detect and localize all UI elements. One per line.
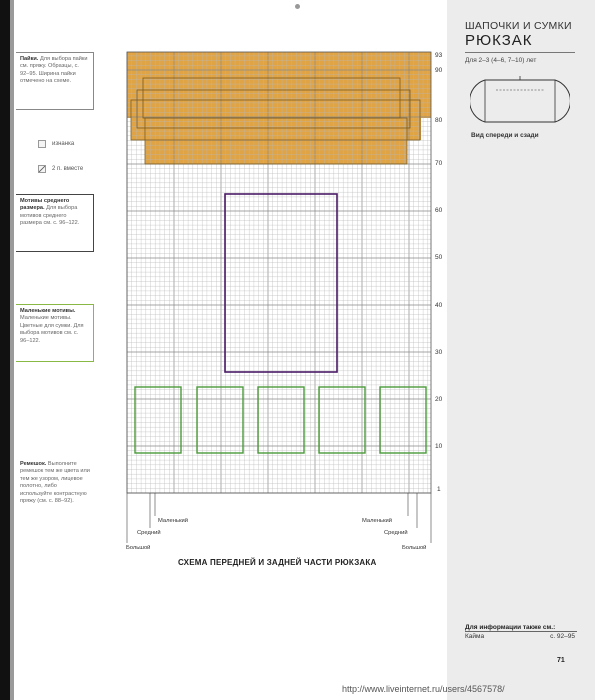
note-text: Маленькие мотивы. Цветные для сумки. Для выбора мотивов см. с. 96–122. (20, 315, 84, 344)
note-title: Пайки. (20, 56, 39, 62)
page-number: 71 (557, 657, 565, 664)
row-label: 90 (435, 67, 443, 74)
row-label: 93 (435, 52, 443, 59)
note-text: Для выбора мотивов среднего размера см. с. 96–122. (20, 205, 80, 227)
small-motif-frame (197, 387, 243, 453)
size-label: Средний (137, 530, 161, 536)
size-label: Большой (402, 545, 427, 551)
band-mid (131, 118, 421, 140)
row-label: 30 (435, 349, 443, 356)
size-range: Для 2–3 (4–6, 7–10) лет (465, 57, 537, 64)
medium-motif-frame (225, 194, 337, 372)
chart-title: СХЕМА ПЕРЕДНЕЙ И ЗАДНЕЙ ЧАСТИ РЮКЗАКА (178, 558, 377, 567)
info-value: с. 92–95 (550, 633, 575, 640)
size-label: Маленький (158, 518, 188, 524)
row-label: 50 (435, 254, 443, 261)
note-title: Маленькие мотивы. (20, 308, 76, 314)
row-label: 20 (435, 396, 443, 403)
note-text: Выполните ремешок тем же цвета или тем же узором, лицевое полотно, либо используйте контрастную пряжу (см. с. 88–92). (20, 461, 90, 505)
info-label: Кайма (465, 633, 485, 640)
note-title: Мотивы среднего размера. (20, 198, 70, 212)
band-low (145, 140, 407, 164)
size-label: Маленький (362, 518, 392, 524)
row-label: 80 (435, 117, 443, 124)
legend-label: изнанка (52, 141, 75, 147)
row-label: 70 (435, 160, 443, 167)
diagram-caption: Вид спереди и сзади (471, 132, 539, 139)
row-label: 40 (435, 302, 443, 309)
small-motif-frame (258, 387, 304, 453)
row-label: 10 (435, 443, 443, 450)
small-motif-frame (380, 387, 426, 453)
note-text: Для выбора пайки см. пряжу. Образцы, с. 92–95. Ширина пайки отмечено на схеме. (20, 56, 88, 85)
row-label: 60 (435, 207, 443, 214)
legend-label: 2 п. вместе (52, 166, 84, 172)
row-label: 1 (437, 486, 441, 493)
page-title: РЮКЗАК (465, 32, 533, 49)
info-title: Для информации также см.: (465, 624, 556, 631)
category-heading: ШАПОЧКИ И СУМКИ (465, 20, 572, 32)
watermark-url: http://www.liveinternet.ru/users/4567578/ (342, 684, 505, 694)
size-label: Средний (384, 530, 408, 536)
note-title: Ремешок. (20, 461, 47, 467)
small-motif-frame (319, 387, 365, 453)
size-label: Большой (126, 545, 151, 551)
